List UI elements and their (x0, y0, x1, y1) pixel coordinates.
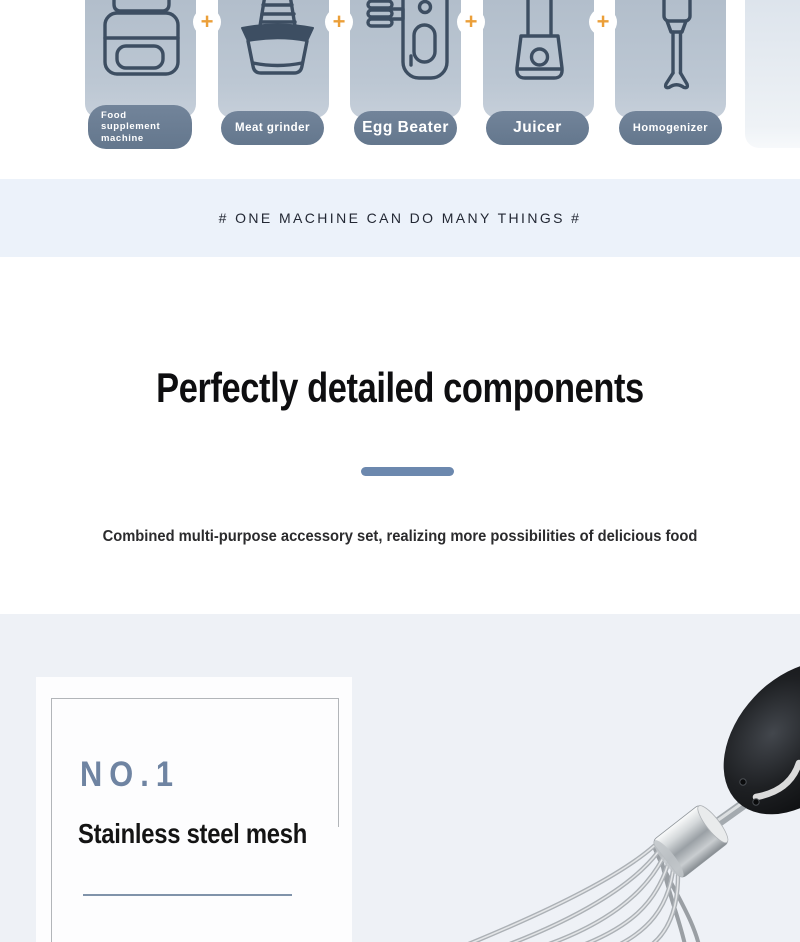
accessory-label-juicer: Juicer (486, 111, 589, 145)
homogenizer-icon (615, 0, 726, 118)
egg-beater-icon (350, 0, 461, 118)
slogan-banner: # ONE MACHINE CAN DO MANY THINGS # (0, 179, 800, 257)
feature-card (36, 677, 352, 942)
accessory-tile-homogenizer (615, 0, 726, 118)
features-title: Perfectly detailed components (156, 364, 644, 411)
label-line: Food (101, 109, 127, 121)
card-divider (83, 894, 292, 896)
plus-icon (589, 8, 617, 36)
accessory-tile-food-supplement-machine (85, 0, 196, 118)
card-frame-top (51, 698, 339, 699)
card-title: Stainless steel mesh (78, 818, 308, 849)
plus-icon (325, 8, 353, 36)
accent-bar (361, 467, 454, 476)
plus-glyph: + (596, 9, 610, 34)
accessory-tile-partial (745, 0, 800, 148)
accessory-tile-egg-beater (350, 0, 461, 118)
meat-grinder-icon (218, 0, 329, 118)
rank-label: NO.1 (80, 755, 181, 794)
plus-glyph: + (464, 9, 478, 34)
accessory-label-homogenizer: Homogenizer (619, 111, 722, 145)
accessory-label-egg-beater: Egg Beater (354, 111, 457, 145)
card-frame-right (338, 698, 339, 827)
card-frame-left (51, 698, 52, 942)
plus-icon (193, 8, 221, 36)
accessory-label-meat-grinder: Meat grinder (221, 111, 324, 145)
juicer-icon (483, 0, 594, 118)
features-subtitle: Combined multi-purpose accessory set, realizing more possibilities of delicious food (102, 528, 698, 545)
accessory-tile-juicer (483, 0, 594, 118)
accessory-tile-meat-grinder (218, 0, 329, 118)
accessory-label-food-supplement-machine (88, 105, 192, 149)
plus-icon (457, 8, 485, 36)
plus-glyph: + (332, 9, 346, 34)
label-line: machine (101, 132, 144, 144)
label-line: supplement (101, 121, 161, 133)
food-supplement-machine-icon (85, 0, 196, 118)
plus-glyph: + (200, 9, 214, 34)
